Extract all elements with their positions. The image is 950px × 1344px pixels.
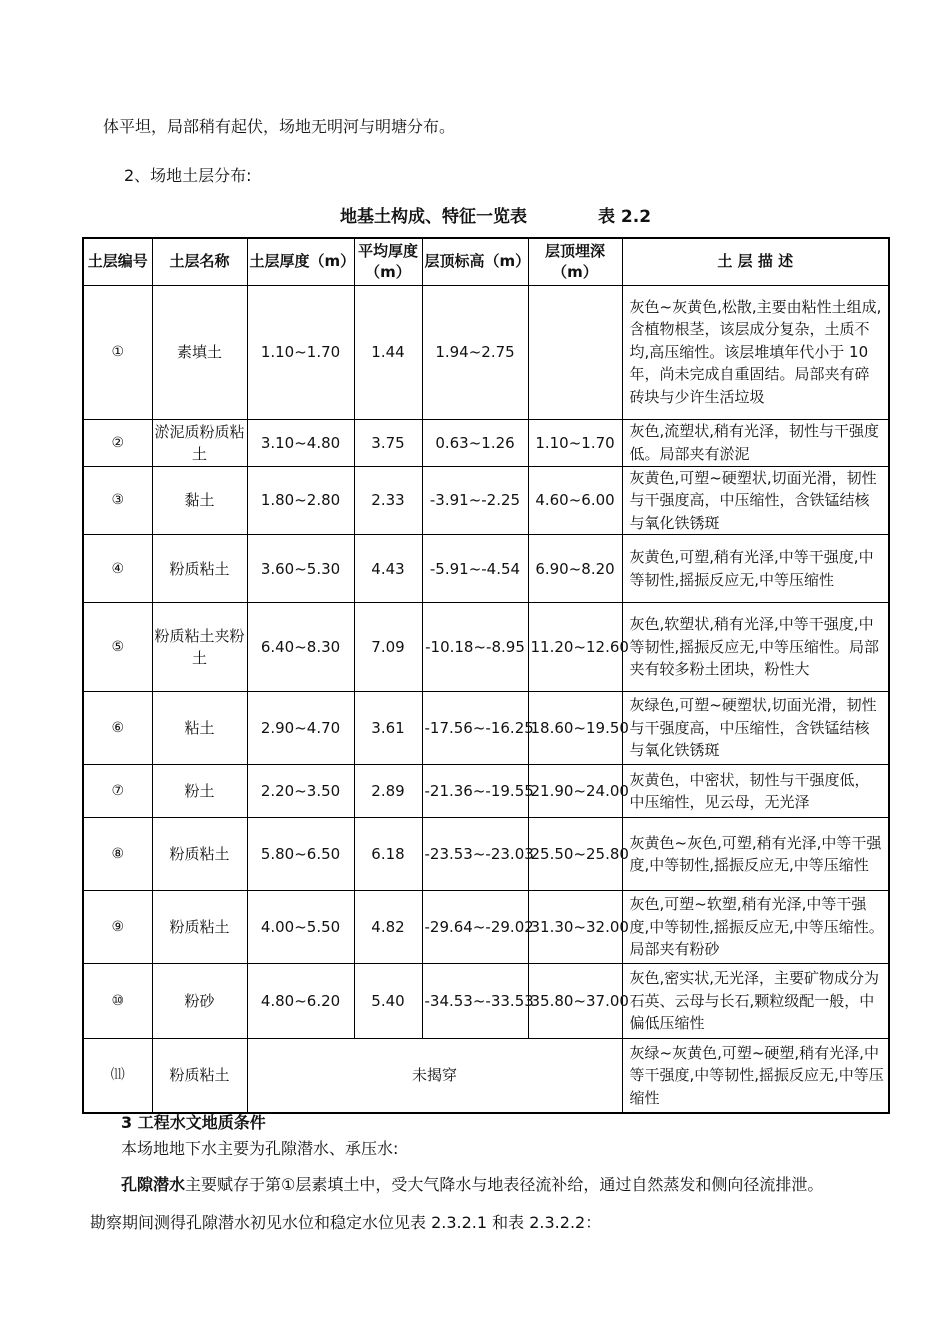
soil-top-elevation: -10.18~-8.95: [422, 603, 528, 692]
soil-description: 灰色,密实状,无光泽，主要矿物成分为石英、云母与长石,颗粒级配一般，中偏低压缩性: [622, 964, 889, 1039]
section3-line1: 本场地地下水主要为孔隙潜水、承压水:: [121, 1139, 399, 1158]
header-cell: 土 层 描 述: [622, 238, 889, 285]
soil-not-penetrated: 未揭穿: [247, 1039, 622, 1113]
table-row: [83, 692, 889, 765]
soil-description: 灰绿~灰黄色,可塑~硬塑,稍有光泽,中等干强度,中等韧性,摇振反应无,中等压缩性: [622, 1039, 889, 1113]
soil-top-elevation: -17.56~-16.25: [422, 692, 528, 765]
soil-thickness: 1.80~2.80: [247, 466, 354, 535]
soil-no: ⑧: [83, 818, 152, 891]
soil-thickness: 4.00~5.50: [247, 891, 354, 964]
header-cell: 平均厚度（m）: [354, 238, 422, 285]
phreatic-text: 主要赋存于第①层素填土中，受大气降水与地表径流补给，通过自然蒸发和侧向径流排泄。: [185, 1175, 824, 1194]
table-row: [83, 964, 889, 1039]
soil-no: ④: [83, 535, 152, 603]
header-cell: 土层名称: [152, 238, 247, 285]
soil-thickness: 6.40~8.30: [247, 603, 354, 692]
table-row: [83, 285, 889, 419]
table-row: [83, 535, 889, 603]
soil-top-elevation: 1.94~2.75: [422, 285, 528, 419]
soil-top-depth: 25.50~25.80: [528, 818, 622, 891]
soil-top-elevation: -5.91~-4.54: [422, 535, 528, 603]
soil-avg-thickness: 5.40: [354, 964, 422, 1039]
soil-avg-thickness: 1.44: [354, 285, 422, 419]
soil-avg-thickness: 3.75: [354, 419, 422, 466]
table-title: 地基土构成、特征一览表: [340, 207, 527, 227]
soil-top-elevation: -34.53~-33.53: [422, 964, 528, 1039]
soil-description: 灰色~灰黄色,松散,主要由粘性土组成,含植物根茎，该层成分复杂，土质不均,高压缩性。该层堆填年代小于 10 年，尚未完成自重固结。局部夹有碎砖块与少许生活垃圾: [622, 285, 889, 419]
soil-no: ③: [83, 466, 152, 535]
table-label: 表 2.2: [598, 207, 652, 227]
header-cell: 层顶标高（m）: [422, 238, 528, 285]
table-row: [83, 603, 889, 692]
survey-line: 勘察期间测得孔隙潜水初见水位和稳定水位见表 2.3.2.1 和表 2.3.2.2：: [90, 1213, 602, 1232]
soil-no: ⑤: [83, 603, 152, 692]
header-cell: 土层厚度（m）: [247, 238, 354, 285]
soil-name: 粉质粘土: [152, 891, 247, 964]
soil-no: ②: [83, 419, 152, 466]
soil-no: ⑦: [83, 765, 152, 818]
soil-no: ①: [83, 285, 152, 419]
section-item: 2、场地土层分布:: [124, 166, 252, 185]
soil-top-elevation: -23.53~-23.03: [422, 818, 528, 891]
soil-description: 灰黄色~灰色,可塑,稍有光泽,中等干强度,中等韧性,摇振反应无,中等压缩性: [622, 818, 889, 891]
soil-thickness: 3.10~4.80: [247, 419, 354, 466]
soil-thickness: 5.80~6.50: [247, 818, 354, 891]
soil-top-depth: [528, 285, 622, 419]
soil-avg-thickness: 2.89: [354, 765, 422, 818]
table-row: [83, 466, 889, 535]
soil-no: ⑨: [83, 891, 152, 964]
soil-top-depth: 1.10~1.70: [528, 419, 622, 466]
phreatic-term: 孔隙潜水: [121, 1175, 186, 1194]
soil-no: ⑩: [83, 964, 152, 1039]
soil-top-depth: 35.80~37.00: [528, 964, 622, 1039]
soil-thickness: 2.90~4.70: [247, 692, 354, 765]
soil-top-elevation: 0.63~1.26: [422, 419, 528, 466]
table-row: [83, 1039, 889, 1113]
soil-description: 灰色,可塑~软塑,稍有光泽,中等干强度,中等韧性,摇振反应无,中等压缩性。局部夹有粉砂: [622, 891, 889, 964]
table-row: [83, 818, 889, 891]
soil-top-depth: 6.90~8.20: [528, 535, 622, 603]
soil-name: 粉质粘土夹粉土: [152, 603, 247, 692]
header-cell: 层顶埋深（m）: [528, 238, 622, 285]
soil-thickness: 2.20~3.50: [247, 765, 354, 818]
table-row: [83, 419, 889, 466]
soil-description: 灰绿色,可塑~硬塑状,切面光滑，韧性与干强度高，中压缩性，含铁锰结核与氧化铁锈斑: [622, 692, 889, 765]
soil-name: 粉砂: [152, 964, 247, 1039]
soil-avg-thickness: 6.18: [354, 818, 422, 891]
soil-name: 粘土: [152, 692, 247, 765]
soil-name: 粉土: [152, 765, 247, 818]
soil-top-depth: 18.60~19.50: [528, 692, 622, 765]
section3-heading: 3 工程水文地质条件: [121, 1113, 266, 1132]
soil-top-depth: 31.30~32.00: [528, 891, 622, 964]
soil-no: ⑥: [83, 692, 152, 765]
soil-description: 灰色,流塑状,稍有光泽，韧性与干强度低。局部夹有淤泥: [622, 419, 889, 466]
soil-description: 灰黄色，中密状，韧性与干强度低，中压缩性，见云母，无光泽: [622, 765, 889, 818]
soil-name: 素填土: [152, 285, 247, 419]
header-row: [83, 238, 889, 285]
soil-description: 灰黄色,可塑~硬塑状,切面光滑，韧性与干强度高，中压缩性，含铁锰结核与氧化铁锈斑: [622, 466, 889, 535]
soil-top-elevation: -29.64~-29.02: [422, 891, 528, 964]
soil-description: 灰黄色,可塑,稍有光泽,中等干强度,中等韧性,摇振反应无,中等压缩性: [622, 535, 889, 603]
soil-avg-thickness: 3.61: [354, 692, 422, 765]
table-row: [83, 891, 889, 964]
soil-top-depth: 11.20~12.60: [528, 603, 622, 692]
soil-avg-thickness: 2.33: [354, 466, 422, 535]
soil-top-depth: 21.90~24.00: [528, 765, 622, 818]
table-row: [83, 765, 889, 818]
soil-description: 灰色,软塑状,稍有光泽,中等干强度,中等韧性,摇振反应无,中等压缩性。局部夹有较多粉土团块，粉性大: [622, 603, 889, 692]
soil-thickness: 4.80~6.20: [247, 964, 354, 1039]
soil-name: 粉质粘土: [152, 818, 247, 891]
intro-line: 体平坦，局部稍有起伏，场地无明河与明塘分布。: [103, 117, 456, 136]
soil-avg-thickness: 4.43: [354, 535, 422, 603]
soil-thickness: 3.60~5.30: [247, 535, 354, 603]
soil-avg-thickness: 4.82: [354, 891, 422, 964]
phreatic-paragraph: [121, 1174, 823, 1196]
soil-name: 黏土: [152, 466, 247, 535]
soil-table: [82, 237, 890, 1114]
header-cell: 土层编号: [83, 238, 152, 285]
soil-name: 粉质粘土: [152, 535, 247, 603]
soil-no: ⑾: [83, 1039, 152, 1113]
soil-name: 淤泥质粉质粘土: [152, 419, 247, 466]
soil-avg-thickness: 7.09: [354, 603, 422, 692]
soil-top-depth: 4.60~6.00: [528, 466, 622, 535]
soil-top-elevation: -3.91~-2.25: [422, 466, 528, 535]
soil-thickness: 1.10~1.70: [247, 285, 354, 419]
soil-top-elevation: -21.36~-19.55: [422, 765, 528, 818]
soil-name: 粉质粘土: [152, 1039, 247, 1113]
